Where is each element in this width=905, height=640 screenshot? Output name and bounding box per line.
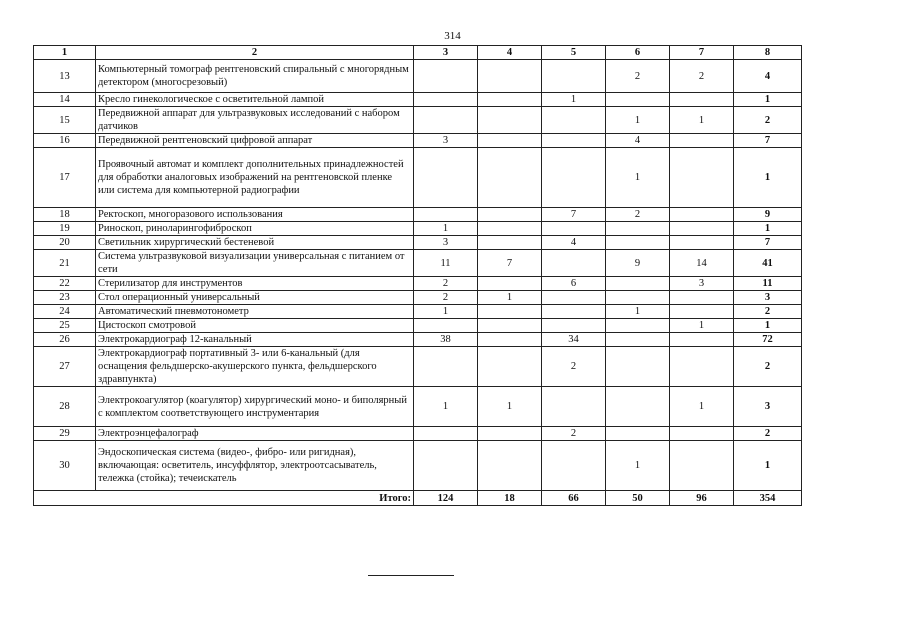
row-number: 25 [34,319,96,333]
value-cell: 2 [414,291,478,305]
value-cell [478,134,542,148]
row-number: 27 [34,347,96,387]
row-number: 24 [34,305,96,319]
row-total: 2 [734,305,802,319]
value-cell: 1 [606,107,670,134]
table-row [34,250,802,277]
equipment-name: Электрокоагулятор (коагулятор) хирургический моно- и биполярный с комплектом соответствующего инструментария [96,387,414,427]
row-total: 2 [734,347,802,387]
value-cell [542,60,606,93]
row-total: 11 [734,277,802,291]
row-number: 17 [34,148,96,208]
value-cell [542,134,606,148]
value-cell [606,347,670,387]
row-number: 13 [34,60,96,93]
total-cell: 18 [478,491,542,506]
table-row [34,305,802,319]
value-cell: 4 [606,134,670,148]
value-cell [542,148,606,208]
value-cell: 1 [414,222,478,236]
value-cell [478,93,542,107]
value-cell [478,222,542,236]
value-cell: 11 [414,250,478,277]
table-row [34,148,802,208]
equipment-table [33,45,802,506]
equipment-name: Компьютерный томограф рентгеновский спиральный с многорядным детектором (многосрезовый) [96,60,414,93]
value-cell [670,333,734,347]
value-cell [606,222,670,236]
page-number: 314 [444,30,461,42]
row-total: 9 [734,208,802,222]
value-cell [478,148,542,208]
table-row [34,222,802,236]
value-cell [542,305,606,319]
value-cell [670,441,734,491]
equipment-name: Цистоскоп смотровой [96,319,414,333]
value-cell: 1 [606,441,670,491]
value-cell [542,107,606,134]
value-cell: 38 [414,333,478,347]
column-header: 4 [478,46,542,60]
row-number: 22 [34,277,96,291]
row-number: 23 [34,291,96,305]
column-header: 2 [96,46,414,60]
value-cell: 1 [606,305,670,319]
row-number: 14 [34,93,96,107]
value-cell: 1 [670,387,734,427]
value-cell: 3 [414,236,478,250]
equipment-name: Электроэнцефалограф [96,427,414,441]
row-number: 28 [34,387,96,427]
value-cell: 1 [478,387,542,427]
value-cell [542,441,606,491]
row-total: 72 [734,333,802,347]
row-total: 2 [734,107,802,134]
equipment-name: Электрокардиограф портативный 3- или 6-канальный (для оснащения фельдшерско-акушерского пункта, фельдшерского здравпункта) [96,347,414,387]
value-cell: 14 [670,250,734,277]
value-cell [478,333,542,347]
equipment-name: Кресло гинекологическое с осветительной лампой [96,93,414,107]
row-number: 21 [34,250,96,277]
value-cell: 1 [478,291,542,305]
value-cell [670,236,734,250]
total-row [34,491,802,506]
value-cell [606,333,670,347]
equipment-name: Автоматический пневмотонометр [96,305,414,319]
value-cell: 1 [670,107,734,134]
value-cell [478,277,542,291]
equipment-name: Система ультразвуковой визуализации универсальная с питанием от сети [96,250,414,277]
value-cell: 34 [542,333,606,347]
value-cell [542,222,606,236]
table-row [34,319,802,333]
total-cell: 354 [734,491,802,506]
value-cell: 2 [542,427,606,441]
row-total: 3 [734,291,802,305]
row-total: 1 [734,319,802,333]
row-total: 1 [734,222,802,236]
table-row [34,291,802,305]
equipment-name: Эндоскопическая система (видео-, фибро- или ригидная), включающая: осветитель, инсуффлятор, электроотсасыватель, тележка (стойка); течеискатель [96,441,414,491]
value-cell [478,441,542,491]
equipment-name: Стол операционный универсальный [96,291,414,305]
column-header: 7 [670,46,734,60]
table-row [34,441,802,491]
column-header: 6 [606,46,670,60]
value-cell: 3 [670,277,734,291]
total-cell: 96 [670,491,734,506]
value-cell [606,291,670,305]
value-cell: 1 [670,319,734,333]
equipment-name: Передвижной аппарат для ультразвуковых исследований с набором датчиков [96,107,414,134]
value-cell [670,93,734,107]
value-cell [606,277,670,291]
row-total: 7 [734,236,802,250]
equipment-name: Светильник хирургический бестеневой [96,236,414,250]
row-number: 29 [34,427,96,441]
value-cell [670,208,734,222]
value-cell [542,250,606,277]
table-row [34,60,802,93]
row-total: 3 [734,387,802,427]
value-cell [478,60,542,93]
value-cell: 6 [542,277,606,291]
total-cell: 66 [542,491,606,506]
table-row [34,208,802,222]
row-number: 16 [34,134,96,148]
equipment-name: Передвижной рентгеновский цифровой аппарат [96,134,414,148]
value-cell [478,236,542,250]
value-cell: 2 [670,60,734,93]
footer-divider [368,575,454,576]
table-row [34,236,802,250]
value-cell [414,208,478,222]
column-header: 5 [542,46,606,60]
table-row [34,427,802,441]
value-cell: 3 [414,134,478,148]
value-cell [670,291,734,305]
value-cell [414,107,478,134]
value-cell: 1 [414,387,478,427]
value-cell [478,208,542,222]
column-header: 8 [734,46,802,60]
value-cell: 2 [606,60,670,93]
equipment-name: Ректоскоп, многоразового использования [96,208,414,222]
row-number: 18 [34,208,96,222]
equipment-name: Проявочный автомат и комплект дополнительных принадлежностей для обработки аналоговых изображений на рентгеновской пленке или система для компьютерной радиографии [96,148,414,208]
value-cell: 1 [542,93,606,107]
table-header-row [34,46,802,60]
table-row [34,347,802,387]
row-total: 1 [734,148,802,208]
value-cell [606,319,670,333]
value-cell [542,319,606,333]
total-label: Итого: [34,491,414,506]
value-cell [606,236,670,250]
table-row [34,333,802,347]
row-total: 1 [734,93,802,107]
value-cell [414,93,478,107]
row-number: 26 [34,333,96,347]
value-cell [478,305,542,319]
value-cell: 2 [606,208,670,222]
value-cell [606,93,670,107]
value-cell: 4 [542,236,606,250]
column-header: 1 [34,46,96,60]
table-row [34,387,802,427]
value-cell [670,305,734,319]
table-row [34,277,802,291]
row-number: 15 [34,107,96,134]
value-cell: 1 [606,148,670,208]
value-cell [542,291,606,305]
value-cell: 7 [478,250,542,277]
total-cell: 50 [606,491,670,506]
equipment-name: Риноскоп, риноларингофиброскоп [96,222,414,236]
table-row [34,134,802,148]
equipment-name: Электрокардиограф 12-канальный [96,333,414,347]
value-cell [670,427,734,441]
row-total: 41 [734,250,802,277]
value-cell: 7 [542,208,606,222]
row-number: 19 [34,222,96,236]
value-cell [670,134,734,148]
value-cell [670,222,734,236]
value-cell [606,427,670,441]
value-cell [414,148,478,208]
value-cell [414,441,478,491]
equipment-name: Стерилизатор для инструментов [96,277,414,291]
value-cell [478,427,542,441]
value-cell: 2 [414,277,478,291]
column-header: 3 [414,46,478,60]
table-row [34,107,802,134]
row-number: 30 [34,441,96,491]
value-cell: 2 [542,347,606,387]
row-total: 4 [734,60,802,93]
row-total: 2 [734,427,802,441]
value-cell [606,387,670,427]
value-cell [414,319,478,333]
value-cell [414,60,478,93]
table-row [34,93,802,107]
value-cell [670,347,734,387]
row-total: 7 [734,134,802,148]
value-cell [542,387,606,427]
value-cell: 1 [414,305,478,319]
value-cell [478,319,542,333]
row-total: 1 [734,441,802,491]
total-cell: 124 [414,491,478,506]
value-cell [670,148,734,208]
value-cell [414,427,478,441]
value-cell [414,347,478,387]
value-cell: 9 [606,250,670,277]
value-cell [478,107,542,134]
row-number: 20 [34,236,96,250]
value-cell [478,347,542,387]
